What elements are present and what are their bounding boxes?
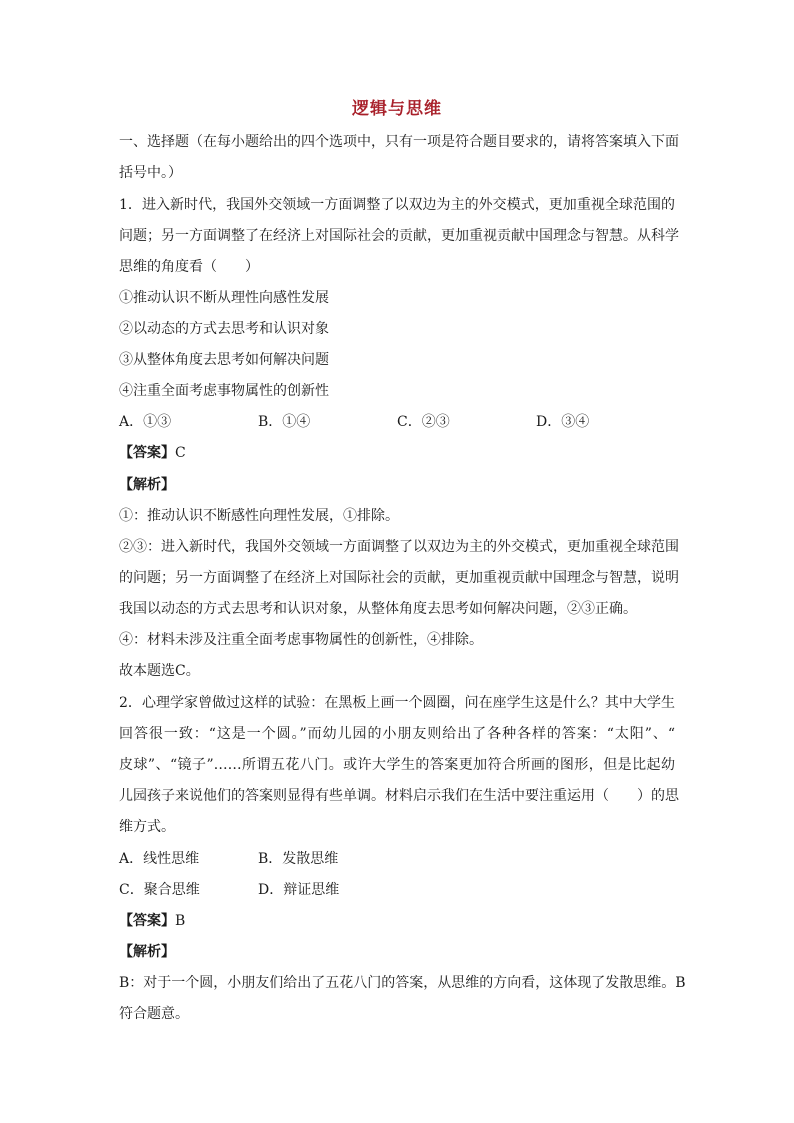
question-2-text: 2．心理学家曾做过这样的试验：在黑板上画一个圆圈，问在座学生这是什么？其中大学生 bbox=[119, 695, 675, 711]
question-1-analysis-line: ④：材料未涉及注重全面考虑事物属性的创新性，④排除。 bbox=[119, 632, 483, 648]
option-c: C．聚合思维 bbox=[119, 882, 200, 898]
question-2-text: 皮球”、“镜子”……所谓五花八门。或许大学生的答案更加符合所画的图形，但是比起幼 bbox=[119, 757, 675, 773]
question-1-statement: ④注重全面考虑事物属性的创新性 bbox=[119, 383, 329, 399]
document-title: 逻辑与思维 bbox=[352, 99, 442, 119]
question-2-analysis-line: B：对于一个圆，小朋友们给出了五花八门的答案，从思维的方向看，这体现了发散思维。B bbox=[119, 975, 686, 991]
question-2-text: 维方式。 bbox=[119, 819, 175, 835]
option-a: A．线性思维 bbox=[119, 851, 200, 867]
question-2-analysis-line: 符合题意。 bbox=[119, 1006, 189, 1022]
question-1-analysis-line: ①：推动认识不断感性向理性发展，①排除。 bbox=[119, 508, 399, 524]
question-1-statement: ②以动态的方式去思考和认识对象 bbox=[119, 321, 329, 337]
question-1-analysis-line: 故本题选C。 bbox=[119, 663, 200, 679]
answer-value: C bbox=[175, 445, 186, 461]
option-b: B．发散思维 bbox=[258, 851, 339, 867]
question-1-analysis-line: 我国以动态的方式去思考和认识对象，从整体角度去思考如何解决问题，②③正确。 bbox=[119, 601, 637, 617]
question-1-statement: ①推动认识不断从理性向感性发展 bbox=[119, 290, 329, 306]
question-1-statement: ③从整体角度去思考如何解决问题 bbox=[119, 352, 329, 368]
option-d: D．③④ bbox=[536, 414, 590, 430]
question-2-answer bbox=[119, 912, 185, 930]
answer-label: 【答案】 bbox=[119, 913, 175, 929]
question-2-text: 儿园孩子来说他们的答案则显得有些单调。材料启示我们在生活中要注重运用（ ）的思 bbox=[119, 788, 679, 804]
question-1-text: 思维的角度看（ ） bbox=[119, 259, 259, 275]
question-1-answer bbox=[119, 444, 186, 462]
question-1-text: 问题；另一方面调整了在经济上对国际社会的贡献，更加重视贡献中国理念与智慧。从科学 bbox=[119, 228, 679, 244]
question-1-analysis-line: 的问题；另一方面调整了在经济上对国际社会的贡献，更加重视贡献中国理念与智慧，说明 bbox=[119, 570, 679, 586]
option-b: B．①④ bbox=[258, 414, 311, 430]
option-a: A．①③ bbox=[119, 414, 172, 430]
section-intro-line: 一、选择题（在每小题给出的四个选项中，只有一项是符合题目要求的，请将答案填入下面 bbox=[119, 134, 679, 150]
question-2-text: 回答很一致：“这是一个圆。”而幼儿园的小朋友则给出了各种各样的答案：“太阳”、“ bbox=[119, 726, 675, 742]
question-1-analysis-label: 【解析】 bbox=[119, 477, 175, 493]
question-1-analysis-line: ②③：进入新时代，我国外交领域一方面调整了以双边为主的外交模式，更加重视全球范围 bbox=[119, 539, 679, 555]
section-intro-line: 括号中。） bbox=[119, 165, 182, 181]
option-c: C．②③ bbox=[397, 414, 450, 430]
answer-label: 【答案】 bbox=[119, 445, 175, 461]
question-2-analysis-label: 【解析】 bbox=[119, 944, 175, 960]
option-d: D．辩证思维 bbox=[258, 882, 340, 898]
answer-value: B bbox=[175, 913, 186, 929]
question-1-text: 1．进入新时代，我国外交领域一方面调整了以双边为主的外交模式，更加重视全球范围的 bbox=[119, 197, 675, 213]
